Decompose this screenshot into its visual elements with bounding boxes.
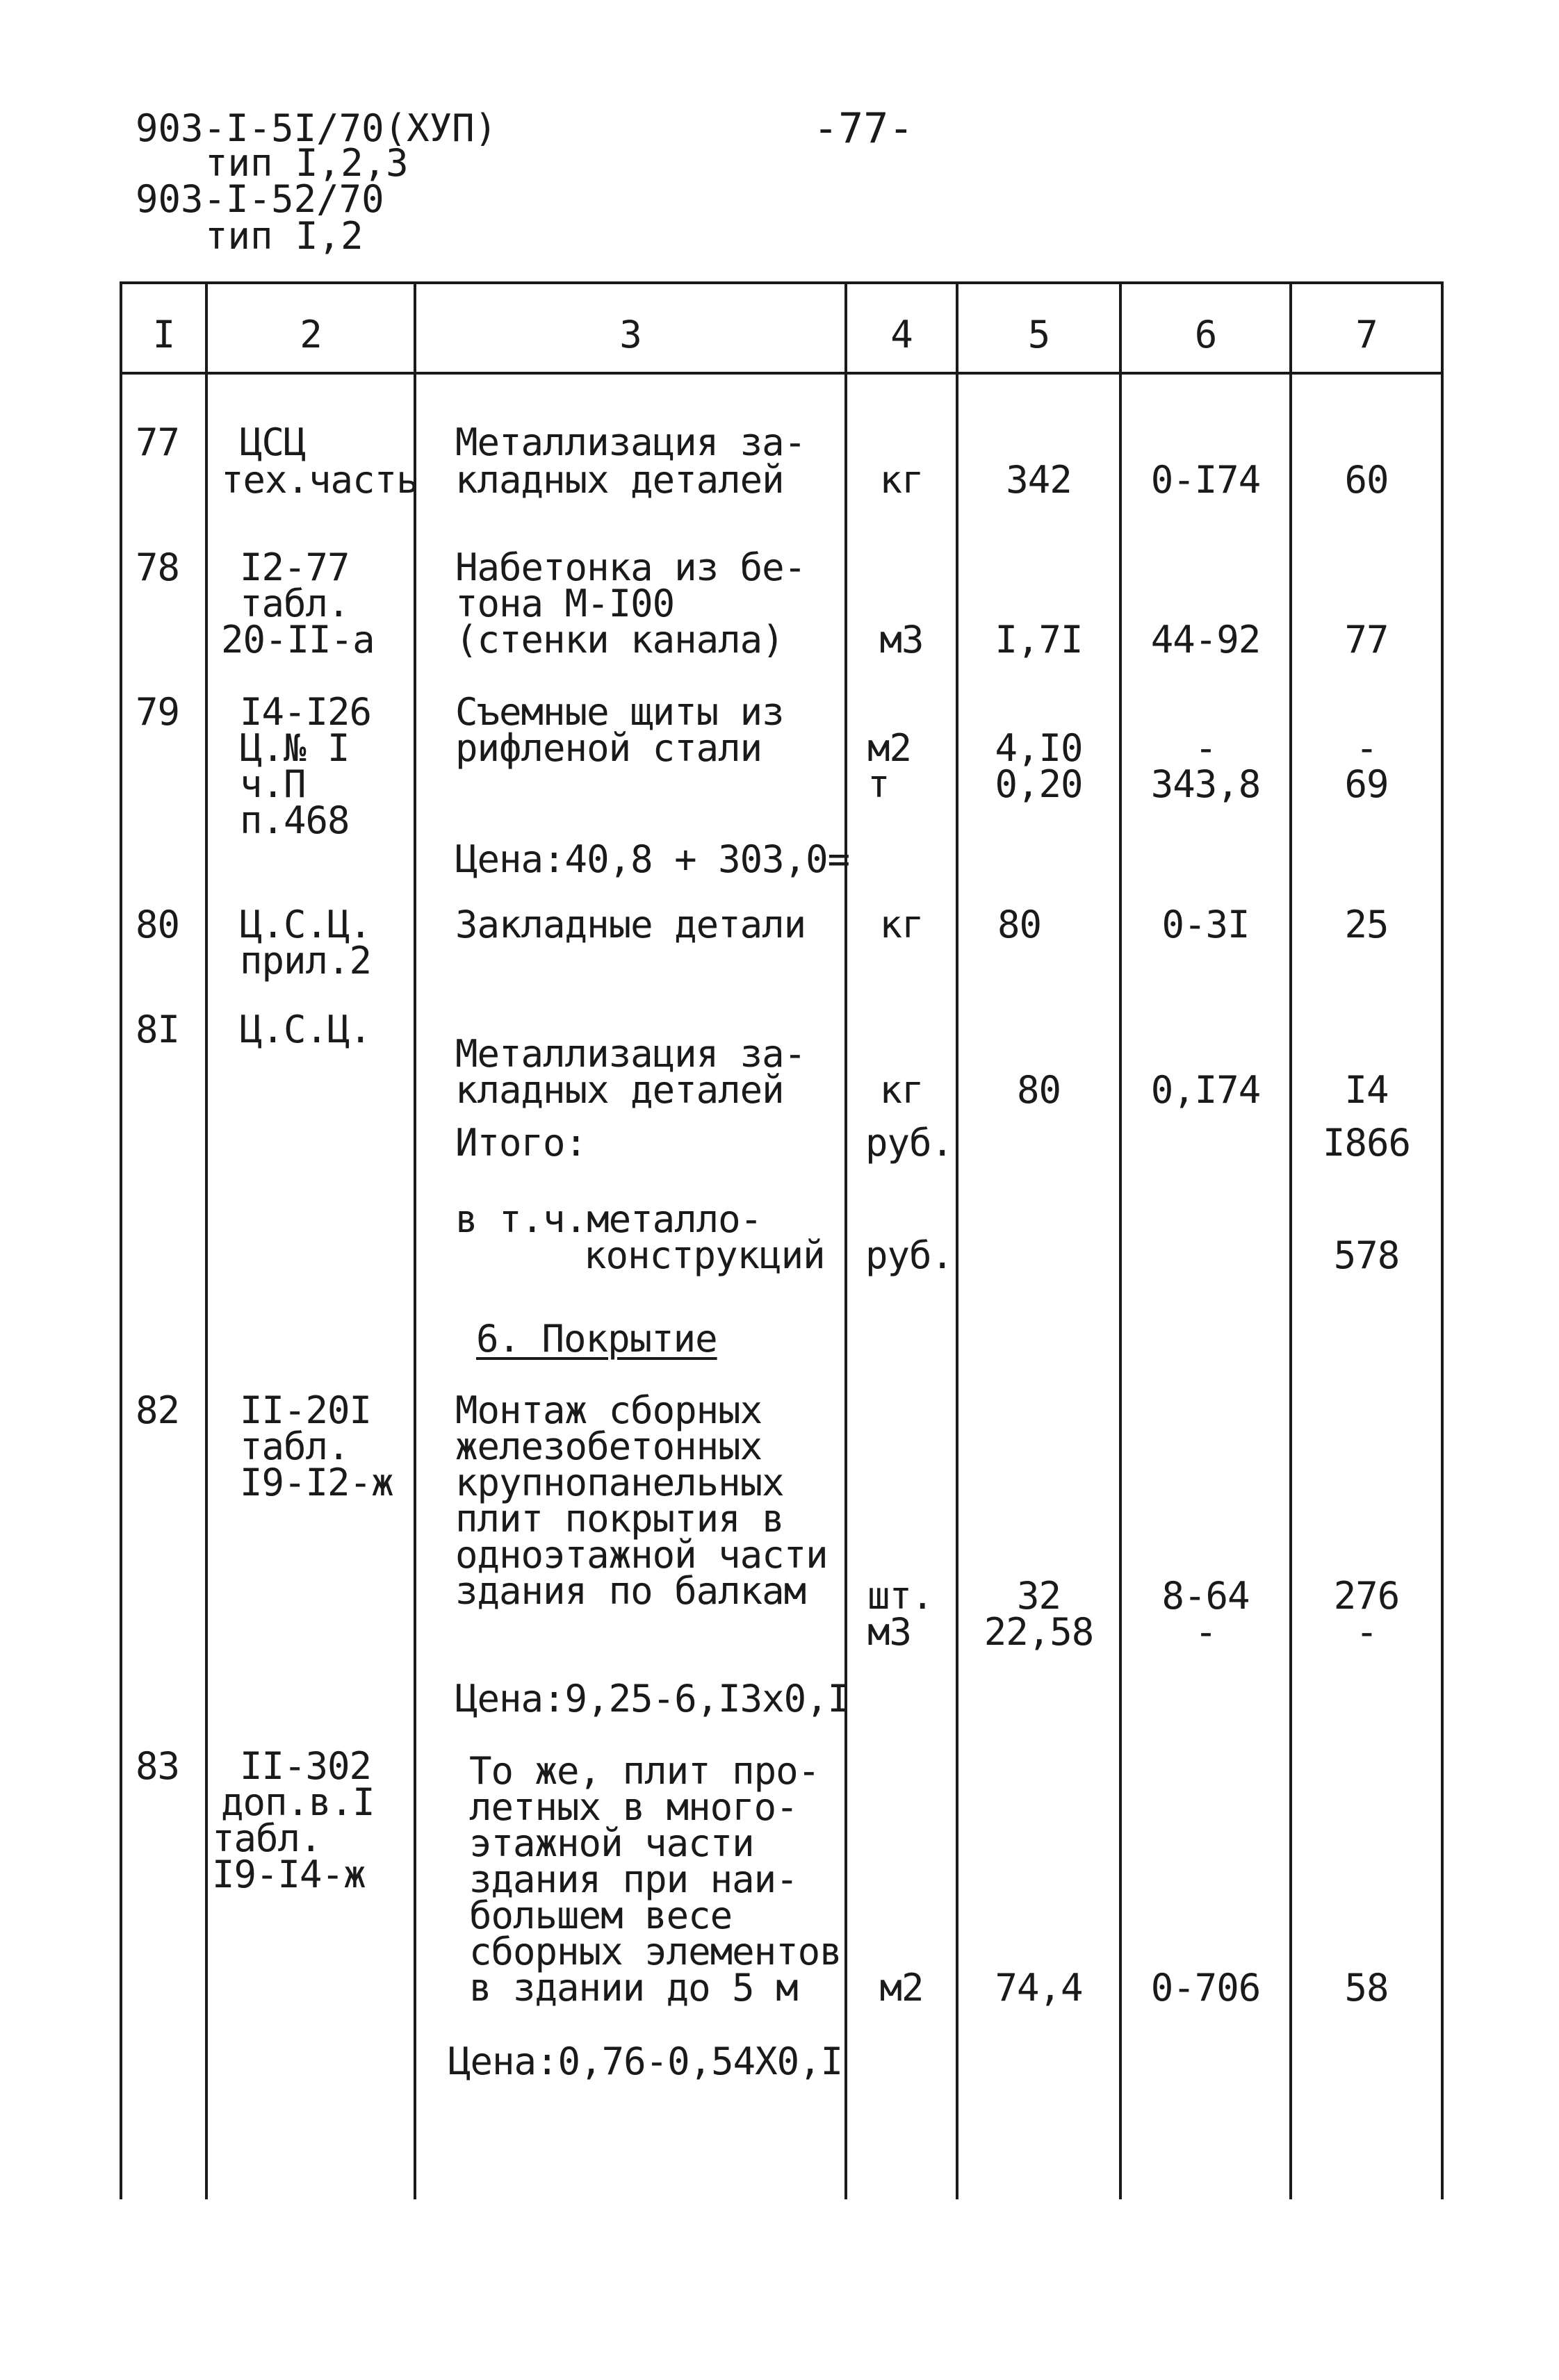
- row-desc: Набетонка из бе-: [455, 545, 806, 589]
- row-unit: кг: [879, 903, 924, 946]
- row-unit: т: [867, 762, 890, 806]
- incl-unit: руб.: [865, 1233, 954, 1277]
- row-code: I9-I2-ж: [240, 1461, 393, 1504]
- row-desc: Металлизация за-: [455, 1032, 806, 1076]
- itogo-total: I866: [1322, 1121, 1411, 1165]
- table-header-bottom-border: [120, 372, 1444, 375]
- row-code: II-302: [240, 1744, 372, 1788]
- row-price: -: [1194, 1610, 1217, 1654]
- row-qty: 22,58: [983, 1610, 1094, 1654]
- row-code: табл.: [240, 1425, 350, 1468]
- col-divider-7: [1441, 281, 1444, 2199]
- row-desc: кладных деталей: [455, 458, 784, 502]
- row-price: -: [1194, 726, 1217, 770]
- row-price: 44-92: [1150, 618, 1261, 662]
- row-desc: Закладные детали: [455, 903, 806, 946]
- doc-type-1: тип I,2,3: [205, 141, 409, 185]
- row-total: I4: [1344, 1068, 1389, 1112]
- row-desc: сборных элементов: [469, 1930, 842, 1973]
- row-code: табл.: [240, 582, 350, 625]
- row-number: 83: [136, 1744, 180, 1788]
- row-total: 69: [1344, 762, 1389, 806]
- col-divider-5: [1119, 281, 1122, 2199]
- row-price: 8-64: [1161, 1574, 1250, 1618]
- row-desc: в здании до 5 м: [469, 1966, 798, 2010]
- row-total: 25: [1344, 903, 1389, 946]
- row-desc: рифленой стали: [455, 726, 762, 770]
- row-qty: 80: [997, 903, 1042, 946]
- row-code: доп.в.I: [221, 1780, 375, 1824]
- row-desc: большем весе: [469, 1894, 733, 1937]
- page-number: -77-: [813, 104, 914, 153]
- row-total: 77: [1344, 618, 1389, 662]
- row-total: 276: [1333, 1574, 1400, 1618]
- col-header-5: 5: [1027, 313, 1050, 356]
- row-qty: 342: [1006, 458, 1072, 502]
- row-total: 60: [1344, 458, 1389, 502]
- row-code: ЦСЦ: [240, 420, 306, 464]
- row-desc: То же, плит про-: [469, 1749, 820, 1793]
- row-desc: кладных деталей: [455, 1068, 784, 1112]
- row-desc: Металлизация за-: [455, 420, 806, 464]
- row-code: II-20I: [240, 1388, 372, 1432]
- row-code: I9-I4-ж: [212, 1853, 366, 1896]
- row-unit: м3: [879, 618, 924, 662]
- row-unit: кг: [879, 458, 924, 502]
- col-divider-3: [844, 281, 847, 2199]
- row-desc: тона М-I00: [455, 582, 675, 625]
- row-code: I4-I26: [240, 690, 372, 734]
- row-code: Ц.С.Ц.: [240, 1008, 372, 1051]
- col-header-1: I: [152, 313, 175, 356]
- row-number: 8I: [136, 1008, 180, 1051]
- row-desc: крупнопанельных: [455, 1461, 784, 1504]
- row-qty: 32: [1016, 1574, 1061, 1618]
- row-total: -: [1355, 1610, 1378, 1654]
- row-desc: Съемные щиты из: [455, 690, 784, 734]
- row-price: 0-3I: [1161, 903, 1250, 946]
- price-note: Цена:9,25-6,I3х0,I: [455, 1677, 850, 1721]
- incl-label: конструкций: [584, 1233, 825, 1277]
- row-unit: кг: [879, 1068, 924, 1112]
- row-unit: шт.: [867, 1574, 933, 1618]
- col-divider-4: [956, 281, 958, 2199]
- col-divider-2: [414, 281, 416, 2199]
- doc-code-2: 903-I-52/70: [136, 177, 384, 221]
- row-price: 0-706: [1150, 1966, 1261, 2010]
- row-desc: Монтаж сборных: [455, 1388, 762, 1432]
- row-total: -: [1355, 726, 1378, 770]
- row-code: I2-77: [240, 545, 350, 589]
- row-unit: м3: [867, 1610, 912, 1654]
- itogo-unit: руб.: [865, 1121, 954, 1165]
- row-number: 79: [136, 690, 180, 734]
- doc-code-1: 903-I-5I/70(XУП): [136, 106, 498, 150]
- row-qty: 4,I0: [995, 726, 1083, 770]
- row-number: 77: [136, 420, 180, 464]
- row-qty: 74,4: [995, 1966, 1083, 2010]
- incl-label: в т.ч.металло-: [455, 1197, 762, 1241]
- col-header-3: 3: [619, 313, 642, 356]
- row-total: 58: [1344, 1966, 1389, 2010]
- row-desc: этажной части: [469, 1821, 754, 1865]
- row-desc: здания по балкам: [455, 1569, 806, 1613]
- row-code: табл.: [212, 1816, 322, 1860]
- incl-total: 578: [1333, 1233, 1400, 1277]
- row-code: 20-II-а: [221, 618, 375, 662]
- row-code: тех.часть: [221, 458, 418, 502]
- row-number: 78: [136, 545, 180, 589]
- row-number: 82: [136, 1388, 180, 1432]
- row-desc: (стенки канала): [455, 618, 784, 662]
- row-desc: летных в много-: [469, 1785, 798, 1829]
- row-unit: м2: [879, 1966, 924, 2010]
- row-code: Ц.№ I: [240, 726, 350, 770]
- row-desc: одноэтажной части: [455, 1533, 828, 1577]
- row-code: прил.2: [240, 939, 372, 983]
- price-note: Цена:0,76-0,54Х0,I: [448, 2040, 843, 2083]
- itogo-label: Итого:: [455, 1121, 587, 1165]
- row-unit: м2: [867, 726, 912, 770]
- row-desc: плит покрытия в: [455, 1497, 784, 1541]
- row-price: 343,8: [1150, 762, 1261, 806]
- col-divider-0: [120, 281, 122, 2199]
- price-note: Цена:40,8 + 303,0=: [455, 837, 850, 881]
- row-code: п.468: [240, 798, 350, 842]
- row-number: 80: [136, 903, 180, 946]
- row-code: Ц.С.Ц.: [240, 903, 372, 946]
- col-header-4: 4: [890, 313, 913, 356]
- row-qty: 80: [1016, 1068, 1061, 1112]
- col-header-6: 6: [1194, 313, 1217, 356]
- row-desc: здания при наи-: [469, 1857, 798, 1901]
- row-code: ч.П: [240, 762, 306, 806]
- row-price: 0,I74: [1150, 1068, 1261, 1112]
- col-divider-1: [205, 281, 208, 2199]
- table-top-border: [120, 281, 1444, 284]
- row-qty: 0,20: [995, 762, 1083, 806]
- row-price: 0-I74: [1150, 458, 1261, 502]
- doc-type-2: тип I,2: [205, 214, 364, 258]
- row-qty: I,7I: [995, 618, 1083, 662]
- section-heading: 6. Покрытие: [476, 1317, 717, 1361]
- col-header-7: 7: [1355, 313, 1378, 356]
- col-header-2: 2: [300, 313, 322, 356]
- row-desc: железобетонных: [455, 1425, 762, 1468]
